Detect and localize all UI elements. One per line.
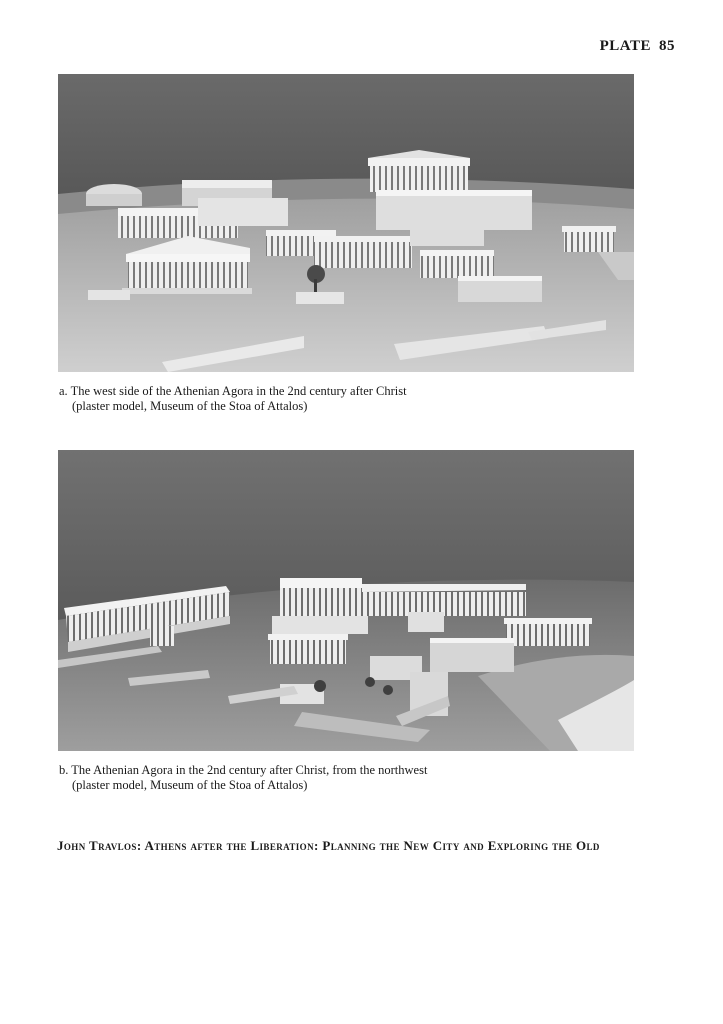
- figure-a-caption-line1: a. The west side of the Athenian Agora in the 2nd century after Christ: [59, 384, 407, 398]
- article-title-footer: John Travlos: Athens after the Liberation: Planning the New City and Exploring the Old: [57, 838, 600, 853]
- figure-b-caption: [59, 763, 427, 793]
- plate-header: [600, 38, 675, 55]
- plate-label: PLATE: [599, 38, 651, 54]
- figure-b-caption-line2: (plaster model, Museum of the Stoa of Attalos): [72, 778, 308, 792]
- figure-a-caption: [59, 384, 407, 414]
- plaster-model-photo-b: [58, 450, 634, 751]
- photo-agora-from-northwest: [58, 450, 634, 751]
- plaster-model-photo-a: [58, 74, 634, 372]
- plate-number: 85: [659, 38, 675, 54]
- figure-a-caption-line2: (plaster model, Museum of the Stoa of Attalos): [72, 399, 308, 413]
- figure-b-caption-line1: b. The Athenian Agora in the 2nd century after Christ, from the northwest: [59, 763, 428, 777]
- photo-west-side-agora: [58, 74, 634, 372]
